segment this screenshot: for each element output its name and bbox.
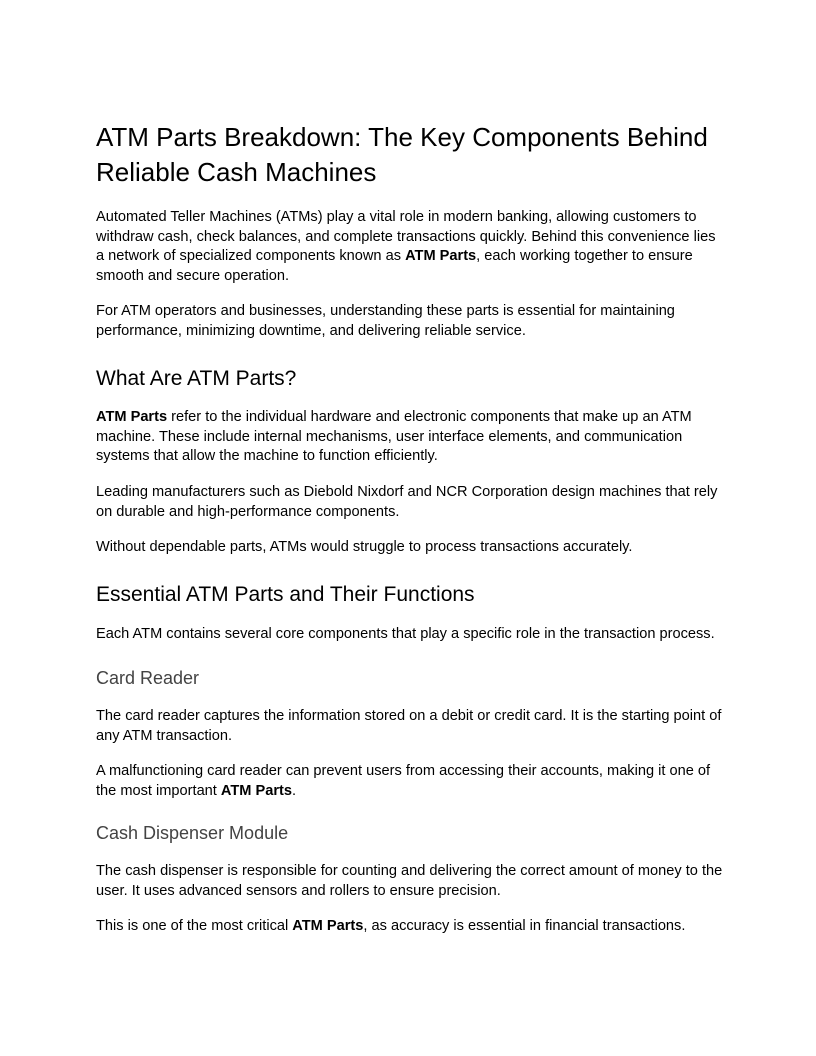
card-reader-paragraph-1: The card reader captures the information stored on a debit or credit card. It is the starting point of any ATM transaction.: [96, 708, 722, 744]
subheading-cash-dispenser: Cash Dispenser Module: [96, 823, 289, 843]
bold-term: ATM Parts: [405, 248, 477, 264]
what-are-paragraph-3: Without dependable parts, ATMs would struggle to process transactions accurately.: [96, 539, 633, 555]
page-title: ATM Parts Breakdown: The Key Components Behind Reliable Cash Machines: [96, 122, 708, 187]
bold-term: ATM Parts: [292, 918, 364, 934]
what-are-paragraph-2: Leading manufacturers such as Diebold Nixdorf and NCR Corporation design machines that rely on durable and high-performance components.: [96, 484, 718, 520]
what-are-paragraph-1: ATM Parts refer to the individual hardware and electronic components that make up an ATM machine. These include internal mechanisms, user interface elements, and communication systems that allow the machine to function efficiently.: [96, 409, 692, 464]
card-reader-paragraph-2: A malfunctioning card reader can prevent users from accessing their accounts, making it one of the most important ATM Parts.: [96, 763, 711, 799]
bold-term: ATM Parts: [220, 782, 293, 799]
cash-dispenser-paragraph-1: The cash dispenser is responsible for counting and delivering the correct amount of money to the user. It uses advanced sensors and rollers to ensure precision.: [96, 863, 723, 899]
intro-paragraph-1: Automated Teller Machines (ATMs) play a vital role in modern banking, allowing customers to withdraw cash, check balances, and complete transactions quickly. Behind this convenience lies a network of specialized components known as ATM Parts, each working together to ensure smooth and secure operation.: [96, 209, 716, 284]
intro-paragraph-2: For ATM operators and businesses, understanding these parts is essential for maintaining performance, minimizing downtime, and delivering reliable service.: [96, 303, 675, 339]
section-heading-essential: Essential ATM Parts and Their Functions: [96, 583, 475, 606]
subheading-card-reader: Card Reader: [96, 668, 200, 688]
cash-dispenser-paragraph-2: This is one of the most critical ATM Parts, as accuracy is essential in financial transactions.: [96, 918, 686, 934]
essential-paragraph-1: Each ATM contains several core components that play a specific role in the transaction process.: [96, 626, 715, 642]
section-heading-what-are: What Are ATM Parts?: [96, 367, 297, 390]
bold-term: ATM Parts: [96, 409, 168, 425]
